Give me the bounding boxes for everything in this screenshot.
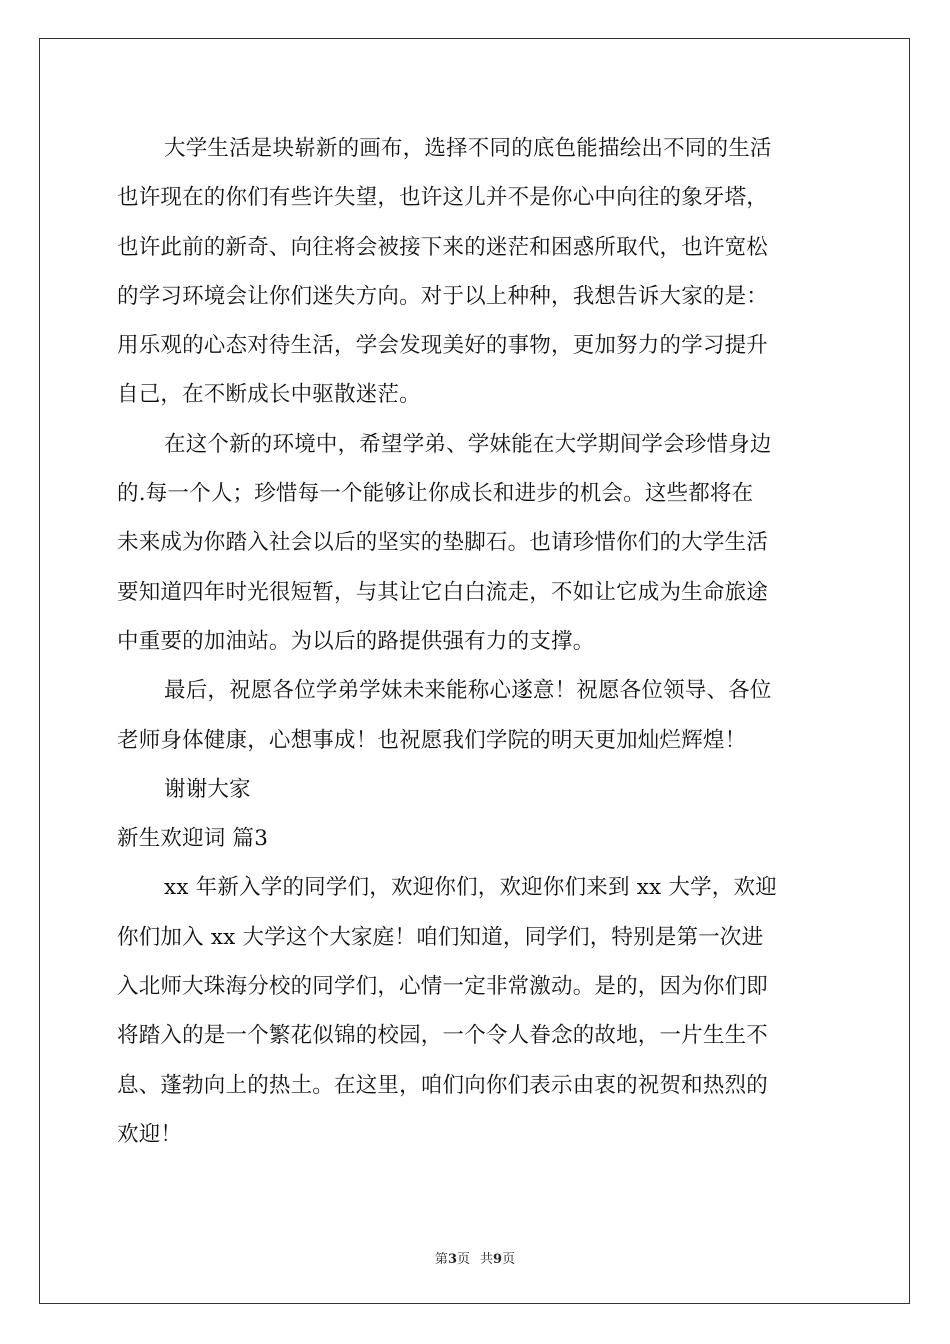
paragraph-line: 息、蓬勃向上的热土。在这里，咱们向你们表示由衷的祝贺和热烈的 (117, 1072, 769, 1098)
paragraph-line: 欢迎！ (117, 1121, 183, 1147)
paragraph-line: 要知道四年时光很短暂，与其让它白白流走，不如让它成为生命旅途 (117, 579, 769, 605)
paragraph-line: 最后，祝愿各位学弟学妹未来能称心遂意！祝愿各位领导、各位 (164, 678, 772, 704)
closing-line: 谢谢大家 (164, 776, 251, 802)
paragraph-line: 也许现在的你们有些许失望，也许这儿并不是你心中向往的象牙塔， (117, 185, 769, 211)
paragraph-line: 入北师大珠海分校的同学们，心情一定非常激动。是的，因为你们即 (117, 974, 769, 1000)
paragraph-line: 你们加入 xx 大学这个大家庭！咱们知道，同学们，特别是第一次进 (117, 924, 764, 950)
paragraph-line: 大学生活是块崭新的画布，选择不同的底色能描绘出不同的生活 (164, 136, 772, 161)
paragraph-line: 未来成为你踏入社会以后的坚实的垫脚石。也请珍惜你们的大学生活 (117, 530, 769, 556)
paragraph-line: 的学习环境会让你们迷失方向。对于以上种种，我想告诉大家的是： (117, 283, 769, 309)
paragraph-line: 在这个新的环境中，希望学弟、学妹能在大学期间学会珍惜身边 (164, 431, 772, 457)
page-number: 3 (447, 1252, 457, 1267)
paragraph-line: 中重要的加油站。为以后的路提供强有力的支撑。 (117, 628, 595, 654)
paragraph-line: 将踏入的是一个繁花似锦的校园，一个令人眷念的故地，一片生生不 (117, 1023, 769, 1049)
paragraph-line: 老师身体健康，心想事成！也祝愿我们学院的明天更加灿烂辉煌！ (117, 727, 747, 753)
paragraph-line: xx 年新入学的同学们，欢迎你们，欢迎你们来到 xx 大学，欢迎 (164, 875, 777, 901)
paragraph-line: 用乐观的心态对待生活，学会发现美好的事物，更加努力的学习提升 (117, 333, 769, 359)
paragraph-line: 自己，在不断成长中驱散迷茫。 (117, 382, 421, 408)
page-prefix: 第 (434, 1252, 448, 1267)
page-footer (0, 1248, 950, 1267)
total-pages: 9 (493, 1252, 503, 1267)
paragraph-line: 也许此前的新奇、向往将会被接下来的迷茫和困惑所取代，也许宽松 (117, 234, 769, 260)
total-prefix: 共 (480, 1252, 494, 1267)
page-suffix: 页 (456, 1252, 470, 1267)
document-body (117, 124, 833, 1159)
total-suffix: 页 (502, 1252, 516, 1267)
section-heading: 新生欢迎词 篇3 (117, 826, 269, 852)
paragraph-line: 的.每一个人；珍惜每一个能够让你成长和进步的机会。这些都将在 (117, 481, 754, 507)
